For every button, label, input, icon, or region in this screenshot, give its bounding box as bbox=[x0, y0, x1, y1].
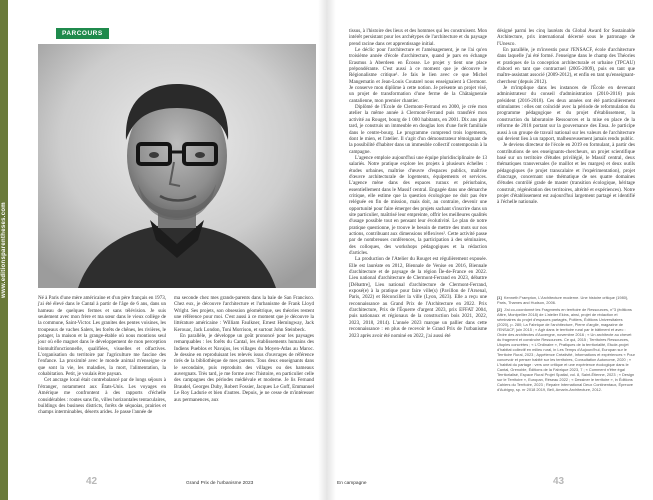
footnote-text: J'ai co-coordonné les Fragments en territoire de Ressources, n°3 (éditions Altire, Montpellier 2018) de L'atelier Ekins, ainsi, projet de rédaction et séminaires du projet d'espaces partagés, Poitiers, Éditions Universitaires (2020), p. 280; La Fabrique de l'architecture, Pierre d'argile, magazine de l'ENSACF, juin 2015 ; « Agir dans le territoire rural par le bâtiment et avec : Ordre des architectes d'Auvergne, novembre 2016 ; « Un architecte au chevet du fragment et construire Ressources. Ce qui, 2015 ; Territoires Ressources, Utopies concrètes ; « L'Ordinaire », Pratiques de la territorialité, Etude-projet d'habitat collectif en milieu rural, in Les Temps d'Aujourd'hui, Europan sur le Territoire Rural, 2023 ; Appétence Créativité, Informations et expériences « Pour concevoir et penser habité sur les territoires, Consultation Autonome, 2020 ; « L'habitat du partage : vers une critique et une expérience écologique dans le Cantal, Grenoble, Éditions de la Fabrique 2023, 7 ; « Comment n'être égal Territorialisé, Espace Rural Projet Spatial, vol. 8, Saint-Étienne, 2023 ; « Design sur le Territoire », Europan, Réseau 2022 ; « Dessiner le territoire », in Éditions Cahiers du Territoire, 2023 ; Repaire International Deux Continentaux, Épreuve d'Aubigny, sp. nr 2018 2019, Bell, Amarin-Architecture, 2012. bbox=[497, 306, 635, 393]
right-footer-title: En campagne bbox=[337, 481, 367, 486]
left-page-text-2: ma seconde chez mes grands-parents dans la baie de San Francisco. Chez eux, je découvre l'architecture et l'urbanisme de Frank Lloyd Wright. Ses projets, son obsession géométrique, ses théories restent une référence pour moi. C'est aussi à ce moment que je découvre la littérature américaine : William Faulkner, Ernest Hemingway, Jack Kerouac, Jack London, Toni Morrison, et surtout John Steinbeck. En parallèle, je développe un goût prononcé pour les paysages remarquables : les forêts du Cantal, les établissements humains des Indiens Pueblos et Navajos, les villages du Moyen-Atlas au Maroc. Je dessine en reproduisant les relevés issus d'ouvrages de référence tirés de la bibliothèque de mes parents. Tous deux enseignants dans le secondaire, puis reproduits des villages ou des hameaux auvergnats. Très tard, je me forme avec l'histoire, en particulier celle des campagnes des périodes médiévale et moderne. Je lis Fernand Braudel, Georges Duby, Robert Fossier, Jacques Le Goff, Emmanuel Le Roy Ladurie et bien d'autres. Depuis, je ne cesse de m'intéresser aux permanences, aux bbox=[174, 295, 314, 403]
footnote bbox=[497, 307, 635, 393]
footnotes bbox=[497, 295, 635, 394]
footnote-number: [1] bbox=[497, 295, 502, 300]
portrait-photo bbox=[38, 44, 316, 288]
right-page-column-2 bbox=[497, 28, 635, 206]
footnote-number: [2] bbox=[497, 306, 502, 312]
right-page bbox=[327, 0, 653, 500]
left-page bbox=[0, 0, 326, 500]
footnote bbox=[497, 295, 635, 305]
footnote-text: Kenneth Frampton, L'Architecture moderne. Une histoire critique (1980), Paris, Thames and Hudson, 2006. bbox=[497, 295, 629, 306]
left-page-number: 42 bbox=[86, 476, 98, 487]
left-footer bbox=[0, 476, 326, 490]
right-page-column-1 bbox=[349, 28, 487, 339]
gutter-shadow bbox=[318, 0, 336, 500]
left-footer-title: Grand Prix de l'urbanisme 2023 bbox=[186, 481, 254, 486]
right-footer bbox=[327, 476, 653, 490]
section-tag: PARCOURS bbox=[56, 28, 109, 39]
portrait-illustration bbox=[38, 44, 316, 288]
left-page-column-2 bbox=[174, 295, 314, 403]
right-page-text-2: désigné parmi les cinq lauréats du Global Award for Sustainable Architecture, prix international décerné sous le patronage de l'Unesco. En parallèle, je m'investis pour l'ENSACF, école d'architecture dans laquelle j'ai été formé. J'enseigne dans le champ des Théories et pratiques de la conception architecturale et urbaine (TPCAU) d'abord en tant que contractuel (2005-2009), puis en tant que maître-assistant associé (2009-2012), et enfin en tant qu'enseignant-chercheur (depuis 2012). Je m'implique dans les instances de l'École en devenant administrateur du conseil d'administration (2010-2016) puis président (2016-2018). Ces deux années ont été particulièrement stimulantes : elles ont coïncidé avec la période de reformulation du programme pédagogique et du projet d'établissement, la construction du laboratoire Ressources et la mise en place de la réforme de 2018 portant sur la gouvernance des Ensa. Je participe aussi à un groupe de travail national sur les valeurs de l'architecture qui devient lieu à un rapport, malheureusement jamais rendu public. Je deviens directeur de l'école en 2019 en formulant, à partir des contributions de ses enseignants-chercheurs, un projet scientifique basé sur un territoire d'études privilégié, le Massif central, deux thématiques transversales (le maillot et les marges) et deux outils pédagogiques (le projet transcalaire et l'expérimentation), projet d'ancrage, concernant une thématique de ses quatre domaines d'études contrôlé grade de master (transition écologique, héritage construit, régénération des territoires, altérité et expériences). Notre projet d'établissement est aujourd'hui largement partagé et identifié à l'échelle nationale. bbox=[497, 28, 635, 206]
side-url-text: www.editionsparentheses.com bbox=[1, 202, 7, 298]
left-page-text-1: Né à Paris d'une mère américaine et d'un père français en 1973, j'ai été élevé dans le Cantal à partir de l'âge de 6 ans, dans un hameau de quelques fermes et sans télévision. Je suis seulement avec mon frère et ma sœur dans le vieux collège de la commune, Saint-Victor. Les granites des pentes voisines, les troupeaux de vaches Salers, les forêts de chênes, les rivières, le potager, la maison et la grange-étable où nous montions seul jour où elle magnet dans le développement de mon perception biomultifonctionnelle, qualifiées, visuelles et olfactives. L'organisation du territoire par l'agriculture me fascine des l'enfance. La proximité avec le monde animal m'enseigne ce que sont la vie, les maladies, la mort, l'alimentation, la cohabitation. Petit, je voulais être paysan. Cet ancrage local était contrebalancé par de longs séjours à l'étranger, notamment aux États-Unis. Les voyages en Amérique me confrontent à des rapports d'échelle considérables : routes sans fin, villes horizontales tentaculaires, buildings des business districts, forêts de séquoias, prairies et champs interminables, déserts arides. Je passe l'année de bbox=[38, 295, 166, 416]
right-page-number: 43 bbox=[553, 476, 565, 487]
left-page-column-1 bbox=[38, 295, 166, 416]
right-page-text-1: tissus, à l'histoire des lieux et des hommes qui les construisent. Mon intérêt persistant pour les archétypes de l'architecture et du paysage prend racine dans cet apprentissage initial. Le déclic pour l'architecture et l'aménagement, je ne l'ai qu'en troisième année d'école d'architecture, quand je pars en échange Erasmus à Aberdeen en Écosse. Le projet y tient une place prépondérante. C'est aussi à ce moment que je découvre le Régionalisme critique¹. Je fais le lien avec ce que Michel Mangematin et Jean-Louis Coutarel nous enseignaient à Clermont. Je conserve mon diplôme à cette notion. Je présente un projet visé, un projet de transformation d'une ferme de la Châtaigneraie cantalienne, mon premier chantier. Diplômé de l'École de Clermont-Ferrand en 2000, je crée mon atelier la même année à Clermont-Ferrand puis transféré mon activité au Rouget, bourg de 1 000 habitants, en 2001. Dix ans plus tard, je construis un immeuble en douglas lors d'une forêt familiale dans le centre-bourg. Le programme comprend trois logements, dont le mien, et l'atelier. Il s'agit d'un démonstrateur témoignant de la possibilité d'habiter dans un immeuble collectif contemporain à la campagne. L'agence emploie aujourd'hui une équipe pluridisciplinaire de 13 salariés. Notre pratique explore les projets à plusieurs échelles : études urbaines, maîtrise d'œuvre d'espaces publics, maîtrise d'œuvre architecturale de logements, équipements et services. L'agence mène dans des espaces ruraux et périurbains, essentiellement dans le Massif central. Engagée dans une démarche critique, elle estime que la question écologique ne doit pas être reléguée en fin de mission, mais doit, au contraire, devenir une opportunité pour faire émerger des projets sachant s'inscrire dans un site particulier, maîtrisé leur empreinte, offrir les meilleures qualités d'usage possible tout en pensant leur évolutivité. Le plan de notre pratique questionne, je trouve le besoin de mettre des mots sur nos actions, contribuant aux dimensions réflexives². Cette activité passe par de nombreuses conférences, la participation à des séminaires, des colloques, des workshops pédagogiques et la rédaction d'articles. La production de l'Atelier du Rouget est régulièrement exposée. Elle est lauréate en 2012, Biennale de Venise en 2016, Biennale d'architecture et de paysage de la région Île-de-France en 2022. Lieu national d'architecture de Clermont-Ferrand en 2023, débattre [Débattre], Lieu national d'architecture de Clermont-Ferrand, exposé(e) à la pratique pour faire ville(s) (Pavillon de l'Arsenal, Paris, 2022) et Réconcilier la ville (Lyon, 2023). Elle a reçu une reconnaissance au Grand Prix de l'Architecture en 2022. Prix d'architecture, Prix de l'Équerre d'argent 2023, prix EFFAT 2004, puis nationaux et régionaux de la construction bois 2021, 2022, 2023, 2018, 2014). L'année 2023 marque un pallier dans cette reconnaissance : en plus de recevoir le Grand Prix de l'urbanisme 2023 après avoir été nominé en 2022, j'ai aussi été bbox=[349, 28, 487, 339]
